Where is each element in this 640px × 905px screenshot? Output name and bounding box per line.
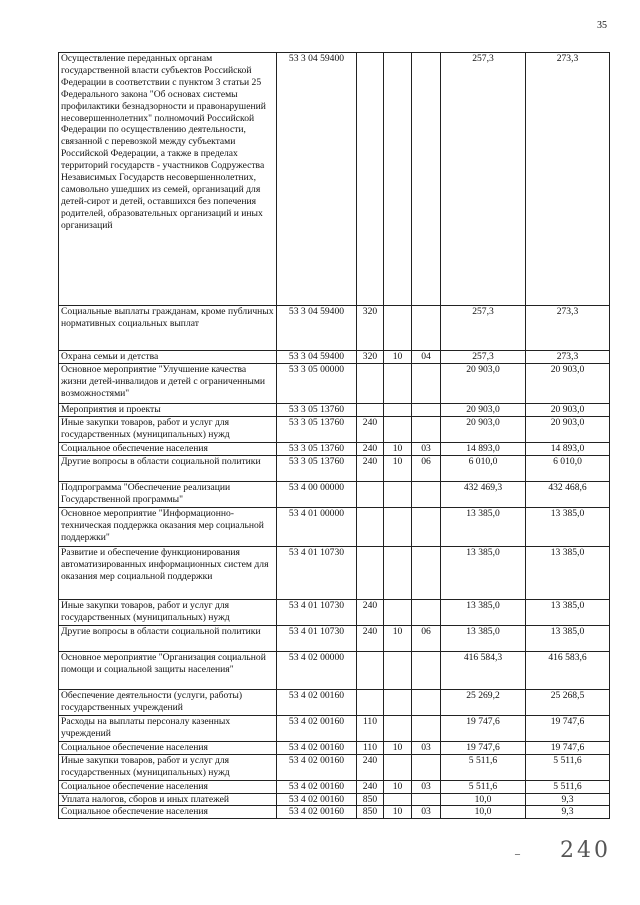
- table-row: [59, 403, 610, 416]
- row-pr: [412, 689, 441, 715]
- row-name: Иные закупки товаров, работ и услуг для государственных (муниципальных) нужд: [59, 599, 277, 625]
- row-rz: 10: [384, 351, 412, 364]
- row-code: 53 3 05 00000: [277, 363, 357, 403]
- row-name: Социальное обеспечение населения: [59, 442, 277, 455]
- table-row: [59, 481, 610, 507]
- table-row: [59, 455, 610, 481]
- row-rz: 10: [384, 625, 412, 651]
- table-row: [59, 689, 610, 715]
- page-stamp: 240: [560, 838, 611, 863]
- row-code: 53 3 04 59400: [277, 306, 357, 351]
- row-name: Обеспечение деятельности (услуги, работы) государственных учреждений: [59, 689, 277, 715]
- row-rz: 10: [384, 780, 412, 793]
- row-code: 53 4 02 00160: [277, 780, 357, 793]
- row-pr: [412, 416, 441, 442]
- table-row: [59, 306, 610, 351]
- row-value-year2: 273,3: [526, 306, 610, 351]
- row-pr: 06: [412, 625, 441, 651]
- row-pr: 03: [412, 780, 441, 793]
- row-value-year1: 5 511,6: [441, 780, 526, 793]
- row-vr: [357, 507, 384, 546]
- row-rz: [384, 651, 412, 689]
- row-pr: 06: [412, 455, 441, 481]
- row-value-year2: 9,3: [526, 793, 610, 806]
- row-rz: 10: [384, 741, 412, 754]
- row-value-year1: 13 385,0: [441, 507, 526, 546]
- row-vr: 240: [357, 625, 384, 651]
- row-value-year2: 273,3: [526, 53, 610, 306]
- row-pr: 03: [412, 806, 441, 819]
- footer-dash: –: [515, 849, 520, 860]
- row-name: Осуществление переданных органам государственной власти субъектов Российской Федерации в соответствии с пунктом 3 статьи 25 Федерального закона "Об основах системы профилактики безнадзорности и правонарушений несовершеннолетних" полномочий Российской Федерации по осуществлению деятельности, связанной с перевозкой между субъектами Российской Федерации, а также в пределах территорий государств - участников Содружества Независимых Государств несовершеннолетних, самовольно ушедших из семей, организаций для детей-сирот и детей, оставшихся без попечения родителей, образовательных организаций и иных организаций: [59, 53, 277, 306]
- row-vr: [357, 689, 384, 715]
- table-row: [59, 442, 610, 455]
- table-row: [59, 599, 610, 625]
- row-rz: 10: [384, 806, 412, 819]
- row-value-year2: 25 268,5: [526, 689, 610, 715]
- table-row: [59, 651, 610, 689]
- row-code: 53 4 01 10730: [277, 546, 357, 599]
- row-value-year2: 6 010,0: [526, 455, 610, 481]
- row-value-year2: 20 903,0: [526, 363, 610, 403]
- row-rz: [384, 507, 412, 546]
- row-pr: [412, 403, 441, 416]
- row-value-year1: 10,0: [441, 806, 526, 819]
- row-value-year1: 13 385,0: [441, 546, 526, 599]
- row-value-year1: 19 747,6: [441, 741, 526, 754]
- row-value-year2: 432 468,6: [526, 481, 610, 507]
- table-row: [59, 715, 610, 741]
- row-name: Подпрограмма "Обеспечение реализации Государственной программы": [59, 481, 277, 507]
- row-code: 53 3 04 59400: [277, 53, 357, 306]
- row-name: Расходы на выплаты персоналу казенных учреждений: [59, 715, 277, 741]
- row-pr: [412, 53, 441, 306]
- row-code: 53 4 02 00160: [277, 715, 357, 741]
- table-row: [59, 780, 610, 793]
- row-code: 53 4 02 00160: [277, 806, 357, 819]
- row-vr: 110: [357, 715, 384, 741]
- row-value-year1: 257,3: [441, 351, 526, 364]
- row-code: 53 4 01 00000: [277, 507, 357, 546]
- row-code: 53 4 01 10730: [277, 599, 357, 625]
- row-vr: 110: [357, 741, 384, 754]
- row-name: Основное мероприятие "Улучшение качества жизни детей-инвалидов и детей с ограниченными возможностями": [59, 363, 277, 403]
- table-row: [59, 754, 610, 780]
- table-row: [59, 53, 610, 306]
- row-value-year2: 14 893,0: [526, 442, 610, 455]
- row-value-year2: 13 385,0: [526, 507, 610, 546]
- row-rz: [384, 715, 412, 741]
- row-value-year1: 25 269,2: [441, 689, 526, 715]
- row-name: Другие вопросы в области социальной политики: [59, 625, 277, 651]
- table-row: [59, 507, 610, 546]
- table-row: [59, 416, 610, 442]
- row-value-year2: 5 511,6: [526, 780, 610, 793]
- row-code: 53 4 01 10730: [277, 625, 357, 651]
- row-code: 53 3 05 13760: [277, 416, 357, 442]
- row-value-year1: 20 903,0: [441, 416, 526, 442]
- row-value-year2: 19 747,6: [526, 741, 610, 754]
- row-name: Социальное обеспечение населения: [59, 741, 277, 754]
- table-row: [59, 806, 610, 819]
- row-value-year2: 416 583,6: [526, 651, 610, 689]
- row-code: 53 3 05 13760: [277, 442, 357, 455]
- row-code: 53 4 02 00000: [277, 651, 357, 689]
- row-value-year1: 13 385,0: [441, 625, 526, 651]
- row-rz: [384, 363, 412, 403]
- row-name: Иные закупки товаров, работ и услуг для государственных (муниципальных) нужд: [59, 754, 277, 780]
- row-vr: 240: [357, 442, 384, 455]
- row-code: 53 4 02 00160: [277, 754, 357, 780]
- row-pr: [412, 546, 441, 599]
- row-value-year1: 257,3: [441, 53, 526, 306]
- row-pr: 03: [412, 741, 441, 754]
- row-value-year2: 13 385,0: [526, 546, 610, 599]
- row-name: Социальное обеспечение населения: [59, 780, 277, 793]
- row-pr: [412, 481, 441, 507]
- row-rz: [384, 599, 412, 625]
- row-rz: [384, 306, 412, 351]
- row-name: Развитие и обеспечение функционирования автоматизированных информационных систем для оказания мер социальной поддержки: [59, 546, 277, 599]
- row-vr: [357, 481, 384, 507]
- row-value-year1: 20 903,0: [441, 403, 526, 416]
- row-name: Социальное обеспечение населения: [59, 806, 277, 819]
- row-vr: 320: [357, 306, 384, 351]
- row-vr: [357, 363, 384, 403]
- row-vr: 240: [357, 416, 384, 442]
- row-name: Мероприятия и проекты: [59, 403, 277, 416]
- table-row: [59, 741, 610, 754]
- row-value-year2: 13 385,0: [526, 625, 610, 651]
- row-vr: [357, 403, 384, 416]
- row-name: Социальные выплаты гражданам, кроме публичных нормативных социальных выплат: [59, 306, 277, 351]
- row-pr: [412, 507, 441, 546]
- row-value-year2: 5 511,6: [526, 754, 610, 780]
- row-rz: [384, 793, 412, 806]
- row-vr: 240: [357, 780, 384, 793]
- row-rz: [384, 546, 412, 599]
- row-vr: 320: [357, 351, 384, 364]
- row-value-year2: 273,3: [526, 351, 610, 364]
- row-value-year2: 13 385,0: [526, 599, 610, 625]
- row-name: Охрана семьи и детства: [59, 351, 277, 364]
- row-value-year2: 19 747,6: [526, 715, 610, 741]
- page-number: 35: [597, 20, 607, 31]
- row-rz: [384, 754, 412, 780]
- row-code: 53 4 02 00160: [277, 793, 357, 806]
- row-vr: 240: [357, 599, 384, 625]
- row-pr: [412, 363, 441, 403]
- row-rz: [384, 689, 412, 715]
- row-value-year1: 14 893,0: [441, 442, 526, 455]
- row-pr: 04: [412, 351, 441, 364]
- row-vr: [357, 53, 384, 306]
- row-value-year2: 20 903,0: [526, 403, 610, 416]
- row-vr: 240: [357, 455, 384, 481]
- row-value-year1: 432 469,3: [441, 481, 526, 507]
- row-rz: 10: [384, 442, 412, 455]
- table-row: [59, 546, 610, 599]
- row-rz: 10: [384, 455, 412, 481]
- row-code: 53 4 02 00160: [277, 689, 357, 715]
- row-name: Другие вопросы в области социальной политики: [59, 455, 277, 481]
- row-value-year1: 257,3: [441, 306, 526, 351]
- row-code: 53 3 04 59400: [277, 351, 357, 364]
- table-row: [59, 625, 610, 651]
- row-value-year1: 20 903,0: [441, 363, 526, 403]
- row-pr: [412, 754, 441, 780]
- row-vr: [357, 651, 384, 689]
- row-rz: [384, 481, 412, 507]
- row-name: Иные закупки товаров, работ и услуг для государственных (муниципальных) нужд: [59, 416, 277, 442]
- row-rz: [384, 416, 412, 442]
- row-rz: [384, 403, 412, 416]
- row-pr: 03: [412, 442, 441, 455]
- row-value-year1: 13 385,0: [441, 599, 526, 625]
- row-value-year2: 20 903,0: [526, 416, 610, 442]
- row-name: Основное мероприятие "Организация социальной помощи и социальной защиты населения": [59, 651, 277, 689]
- budget-table: [58, 52, 610, 819]
- row-code: 53 3 05 13760: [277, 455, 357, 481]
- row-pr: [412, 651, 441, 689]
- table-row: [59, 793, 610, 806]
- row-pr: [412, 715, 441, 741]
- row-code: 53 3 05 13760: [277, 403, 357, 416]
- row-name: Основное мероприятие "Информационно-техническая поддержка оказания мер социальной поддержки": [59, 507, 277, 546]
- row-vr: [357, 546, 384, 599]
- row-name: Уплата налогов, сборов и иных платежей: [59, 793, 277, 806]
- row-value-year1: 416 584,3: [441, 651, 526, 689]
- row-pr: [412, 306, 441, 351]
- table-row: [59, 363, 610, 403]
- row-code: 53 4 00 00000: [277, 481, 357, 507]
- row-vr: 850: [357, 806, 384, 819]
- row-pr: [412, 793, 441, 806]
- row-value-year1: 5 511,6: [441, 754, 526, 780]
- row-value-year1: 10,0: [441, 793, 526, 806]
- row-rz: [384, 53, 412, 306]
- row-vr: 850: [357, 793, 384, 806]
- row-value-year2: 9,3: [526, 806, 610, 819]
- row-pr: [412, 599, 441, 625]
- row-value-year1: 19 747,6: [441, 715, 526, 741]
- table-row: [59, 351, 610, 364]
- row-value-year1: 6 010,0: [441, 455, 526, 481]
- row-vr: 240: [357, 754, 384, 780]
- row-code: 53 4 02 00160: [277, 741, 357, 754]
